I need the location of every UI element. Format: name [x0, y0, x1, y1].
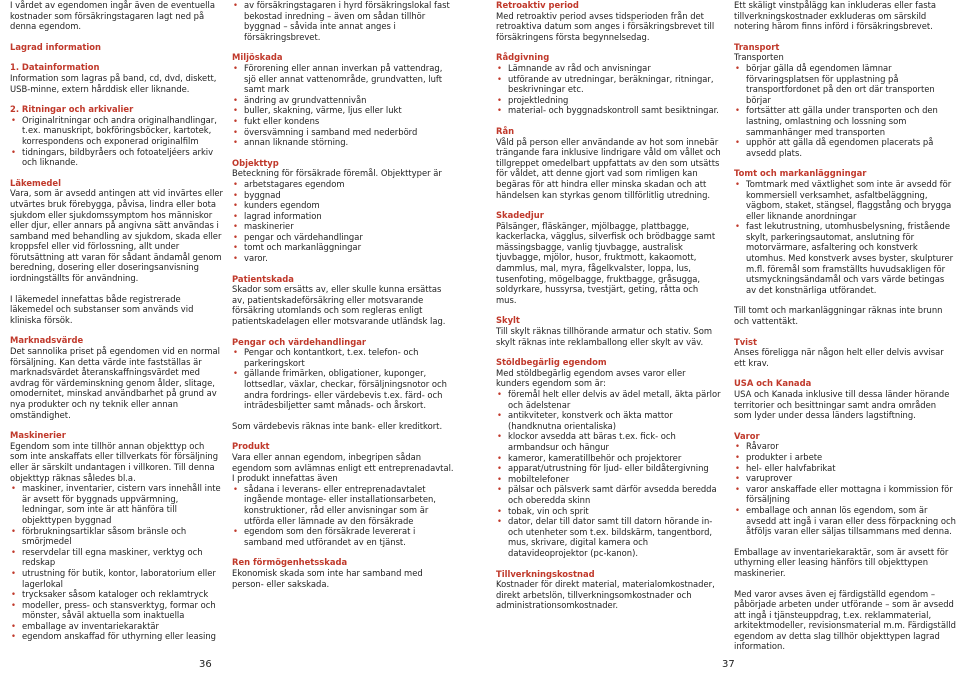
paragraph: Emballage av inventariekaraktär, som är avsett för uthyrning eller leasing hänförs till objekttypen maskinerier. [734, 546, 949, 578]
paragraph: Ett skäligt vinstpålägg kan inkluderas eller fasta tillverkningskostnader exkluderas om särskild notering härom finns införd i försäkringsbrevet. [734, 0, 936, 32]
list-item: • varuprover [734, 473, 956, 484]
list-item: • utförande av utredningar, beräkningar, ritningar, beskrivningar etc. [496, 74, 721, 95]
list-item: • mobiltelefoner [496, 474, 721, 485]
paragraph: Med stöldbegärlig egendom avses varor eller kunders egendom som är: [496, 367, 686, 389]
paragraph: Med retroaktiv period avses tidsperioden från det retroaktiva datum som anges i försäkringsbrevet till försäkringens första begynnelsedag. [496, 10, 715, 42]
section-heading: Produkt [232, 441, 270, 452]
bullet-list [232, 484, 454, 548]
paragraph: Som värdebevis räknas inte bank- eller kreditkort. [232, 420, 443, 431]
list-item: • modeller, press- och stansverktyg, formar och mönster, såväl aktuella som inaktuella [10, 600, 223, 621]
list-item: • kunders egendom [232, 200, 454, 211]
list-item: • fukt eller kondens [232, 116, 454, 127]
section-heading: Rån [496, 125, 515, 136]
bullet-list [232, 179, 454, 264]
list-item: • annan liknande störning. [232, 137, 454, 148]
list-item: • projektledning [496, 95, 721, 106]
section-heading: Skylt [496, 315, 520, 326]
bullet-list [232, 347, 454, 411]
list-item: • apparat/utrustning för ljud- eller bildåtergivning [496, 463, 721, 474]
paragraph: Våld på person eller användande av hot som innebär trängande fara inklusive lindrigare våld om vållet och tillgreppet omedelbart uppfattats av den som utsätts för våldet, att denne gjort vad som rimligen kan begäras för att hindra eller minska skadan och att händelsen kan styrkas genom tillförlitlig utredning. [496, 136, 721, 200]
section-heading: Tvist [734, 336, 758, 347]
list-item: • Tomtmark med växtlighet som inte är avsedd för kommersiell verksamhet, asfaltbeläggning, vägbom, staket, stängsel, flaggstång och brygga eller liknande anordningar [734, 179, 956, 221]
list-item: • emballage av inventariekaraktär [10, 621, 223, 632]
column-4 [734, 0, 956, 662]
list-item: • produkter i arbete [734, 452, 956, 463]
list-item: • dator, delar till dator samt till datorn hörande in- och utenheter som t.ex. bildskärm, tangentbord, mus, skrivare, digital kamera och datavideoprojektor (pc-kanon). [496, 516, 721, 558]
bullet-list [10, 115, 223, 168]
list-item: • byggnad [232, 190, 454, 201]
list-item: • Råvaror [734, 441, 956, 452]
list-item: • utrustning för butik, kontor, laboratorium eller lagerlokal [10, 568, 223, 589]
paragraph: Till tomt och markanläggningar räknas inte brunn och vattentäkt. [734, 305, 943, 327]
intro-paragraph: I vårdet av egendomen ingår även de eventuella kostnader som försäkringstagaren lagt ned på denna egendom. [10, 0, 215, 32]
list-item: • pengar och värdehandlingar [232, 232, 454, 243]
page-number-right: 37 [722, 659, 735, 670]
list-item: • material- och byggnadskontroll samt besiktningar. [496, 105, 721, 116]
section-heading: USA och Kanada [734, 378, 812, 389]
section-heading: Ren förmögenhetsskada [232, 557, 348, 568]
bullet-list [232, 0, 454, 42]
subsection-heading: 2. Ritningar och arkivalier [10, 104, 134, 115]
paragraph: Kostnader för direkt material, materialomkostnader, direkt arbetslön, tillverkningsomkostnader och administrationsomkostnader. [496, 579, 715, 611]
list-item: • ändring av grundvattennivån [232, 95, 454, 106]
bullet-list [232, 63, 454, 148]
paragraph: USA och Kanada inklusive till dessa länder hörande territorier och besittningar samt andra områden som lyder under dessa länders lagstiftning. [734, 389, 950, 421]
list-item: • klockor avsedda att bäras t.ex. fick- och armbandsur och hängur [496, 431, 721, 452]
list-item: • förbrukningsartiklar såsom bränsle och smörjmedel [10, 526, 223, 547]
column-3 [496, 0, 721, 621]
list-item: • pälsar och pälsverk samt därför avsedda beredda och oberedda skinn [496, 484, 721, 505]
section-heading: Varor [734, 430, 760, 441]
paragraph: Till skylt räknas tillhörande armatur och stativ. Som skylt räknas inte reklamballong eller skylt av väv. [496, 326, 712, 347]
list-item: • Originalritningar och andra originalhandlingar, t.ex. manuskript, bokföringsböcker, kartotek, korrespondens och exponerad originalfilm [10, 115, 223, 147]
section-heading: Pengar och värdehandlingar [232, 336, 367, 347]
section-heading: Patientskada [232, 273, 294, 284]
paragraph: Vara eller annan egendom, inbegripen sådan egendom som avlämnas enligt ett entreprenadavtal. I produkt innefattas även [232, 451, 454, 484]
list-item: • fast lekutrustning, utomhusbelysning, fristående skylt, parkeringsautomat, anslutning för motorvärmare, asfaltering och konstverk utomhus. Med konstverk avses byster, skulpturer m.fl. föremål som framställts huvudsakligen för utsmyckningsändamål och vars värde betingas av det konstnärliga utförandet. [734, 221, 956, 295]
paragraph: Ekonomisk skada som inte har samband med person- eller sakskada. [232, 567, 423, 589]
list-item: • upphör att gälla då egendomen placerats på avsedd plats. [734, 137, 956, 158]
section-heading: Tillverkningskostnad [496, 568, 595, 579]
list-item: • varor anskaffade eller mottagna i kommission för försäljning [734, 484, 956, 505]
list-item: • tobak, vin och sprit [496, 506, 721, 517]
list-item: • hel- eller halvfabrikat [734, 463, 956, 474]
list-item: • lagrad information [232, 211, 454, 222]
list-item: • Lämnande av råd och anvisningar [496, 63, 721, 74]
list-item: • arbetstagares egendom [232, 179, 454, 190]
page-number-left: 36 [199, 659, 212, 670]
list-item: • varor. [232, 253, 454, 264]
list-item: • maskinerier [232, 221, 454, 232]
list-item: • börjar gälla då egendomen lämnar förvaringsplatsen för upplastning på transportfordonet på den ort där transporten börjar [734, 63, 956, 105]
list-item: • av försäkringstagaren i hyrd försäkringslokal fast bekostad inredning – även om sådan tillhör byggnad – såvida inte annat anges i försäkringsbrevet. [232, 0, 454, 42]
section-heading: Maskinerier [10, 430, 66, 441]
paragraph: Egendom som inte tillhör annan objekttyp och som inte anskaffats eller tillverkats för försäljning eller är särskilt undantagen i villkoren. Till denna objekttyp räknas således bl.a. [10, 440, 219, 483]
paragraph: Beteckning för försäkrade föremål. Objekttyper är [232, 168, 442, 179]
paragraph: Det sannolika priset på egendomen vid en normal försäljning. Kan detta värde inte fastställas är marknadsvärdet återanskaffningsvärdet med avdrag för värdeminskning genom ålder, slitage, omodernitet, minskad användbarhet på grund av nya produkter och ny teknik eller annan omständighet. [10, 346, 220, 420]
list-item: • Pengar och kontantkort, t.ex. telefon- och parkeringskort [232, 347, 454, 368]
paragraph: Med varor avses även ej färdigställd egendom – påbörjade arbeten under utförande – som är avsedd att ingå i tjänsteuppdrag, t.ex. reklammaterial, arkitektmodeller, revisionsmaterial m.m. Färdigställd egendom av detta slag tillhör objekttypen lagrad information. [734, 588, 956, 652]
column-1 [10, 0, 223, 652]
bullet-list [10, 483, 223, 642]
list-item: • egendom som den försäkrade levererat i samband med utförandet av en tjänst. [232, 526, 454, 547]
section-heading: Skadedjur [496, 210, 544, 221]
list-item: • tidningars, bildbyråers och fotoateljéers arkiv och liknande. [10, 147, 223, 168]
section-heading: Objekttyp [232, 157, 279, 168]
section-heading: Transport [734, 41, 780, 52]
list-item: • antikviteter, konstverk och äkta mattor (handknutna orientaliska) [496, 410, 721, 431]
list-item: • maskiner, inventarier, cistern vars innehåll inte är avsett för byggnads uppvärmning, ledningar, som inte är att hänföra till objekttypen byggnad [10, 483, 223, 525]
section-heading: Läkemedel [10, 177, 61, 188]
subsection-heading: 1. Datainformation [10, 62, 100, 73]
paragraph: Anses föreligga när någon helt eller delvis avvisar ett krav. [734, 347, 944, 368]
section-heading: Rådgivning [496, 52, 550, 63]
section-heading: Stöldbegärlig egendom [496, 357, 607, 368]
list-item: • gällande frimärken, obligationer, kuponger, lottsedlar, växlar, checkar, försäljningsnotor och andra fordrings- eller värdebevis t.ex. färd- och inträdesbiljetter samt månads- och årskort. [232, 368, 454, 410]
section-heading: Retroaktiv period [496, 0, 579, 10]
paragraph: Skador som ersätts av, eller skulle kunna ersättas av, patientskadeförsäkring eller motsvarande försäkring utomlands och som regleras enligt patientskadelagen eller motsvarande utländsk lag. [232, 284, 446, 327]
paragraph: Vara, som är avsedd antingen att vid invärtes eller utvärtes bruk förebygga, påvisa, lindra eller bota sjukdom eller sjukdomssymptom hos människor eller djur, eller annars på angivna sätt användas i samband med behandling av sjukdom, skada eller kroppsfel eller vid förlossning, allt under förutsättning att varan för sådant ändamål genom beredning, dosering eller doseringsanvisning iordningställts för användning. [10, 188, 224, 284]
list-item: • fortsätter att gälla under transporten och den lastning, omlastning och lossning som sammanhänger med transporten [734, 105, 956, 137]
list-item: • buller, skakning, värme, ljus eller lukt [232, 105, 454, 116]
section-heading: Tomt och markanläggningar [734, 168, 867, 179]
paragraph: Transporten [734, 52, 784, 63]
list-item: • emballage och annan lös egendom, som är avsedd att ingå i varan eller dess förpackning och åtföljs varan eller säljas tillsammans med denna. [734, 505, 956, 537]
bullet-list [734, 441, 956, 536]
section-heading: Miljöskada [232, 52, 283, 63]
list-item: • egendom anskaffad för uthyrning eller leasing [10, 631, 223, 642]
paragraph: Pälsänger, fläskänger, mjölbagge, plattbagge, kackerlacka, vägglus, silverfisk och brödbagge samt mässingsbagge, vanlig tjuvbagge, australisk tjuvbagge, mjölor, husor, fruktmott, kakaomott, dammlus, mal, myra, fågelkvalster, loppa, lus, tusenfoting, mögelbagge, fruktbagge, gråsugga, soldyrkare, hussyrsa, tvestjärt, geting, råtta och mus. [496, 220, 716, 305]
bullet-list [734, 63, 956, 158]
paragraph: I läkemedel innefattas både registrerade läkemedel och substanser som används vid kliniska försök. [10, 293, 194, 325]
bullet-list [496, 389, 721, 559]
list-item: • föremål helt eller delvis av ädel metall, äkta pärlor och ädelstenar [496, 389, 721, 410]
list-item: • översvämning i samband med nederbörd [232, 127, 454, 138]
list-item: • Förorening eller annan inverkan på vattendrag, sjö eller annat vattenområde, grundvatten, luft samt mark [232, 63, 454, 95]
bullet-list [734, 179, 956, 296]
column-2 [232, 0, 454, 599]
section-heading: Lagrad information [10, 41, 102, 52]
bullet-list [496, 63, 721, 116]
list-item: • reservdelar till egna maskiner, verktyg och redskap [10, 547, 223, 568]
paragraph: Information som lagras på band, cd, dvd, diskett, USB-minne, extern hårddisk eller liknande. [10, 72, 217, 94]
list-item: • tomt och markanläggningar [232, 242, 454, 253]
section-heading: Marknadsvärde [10, 335, 84, 346]
list-item: • trycksaker såsom kataloger och reklamtryck [10, 589, 223, 600]
list-item: • kameror, kameratillbehör och projektorer [496, 453, 721, 464]
list-item: • sådana i leverans- eller entreprenadavtalet ingående montage- eller installationsarbeten, konstruktioner, råd eller anvisningar som är utförda eller lämnade av den försäkrade [232, 484, 454, 526]
